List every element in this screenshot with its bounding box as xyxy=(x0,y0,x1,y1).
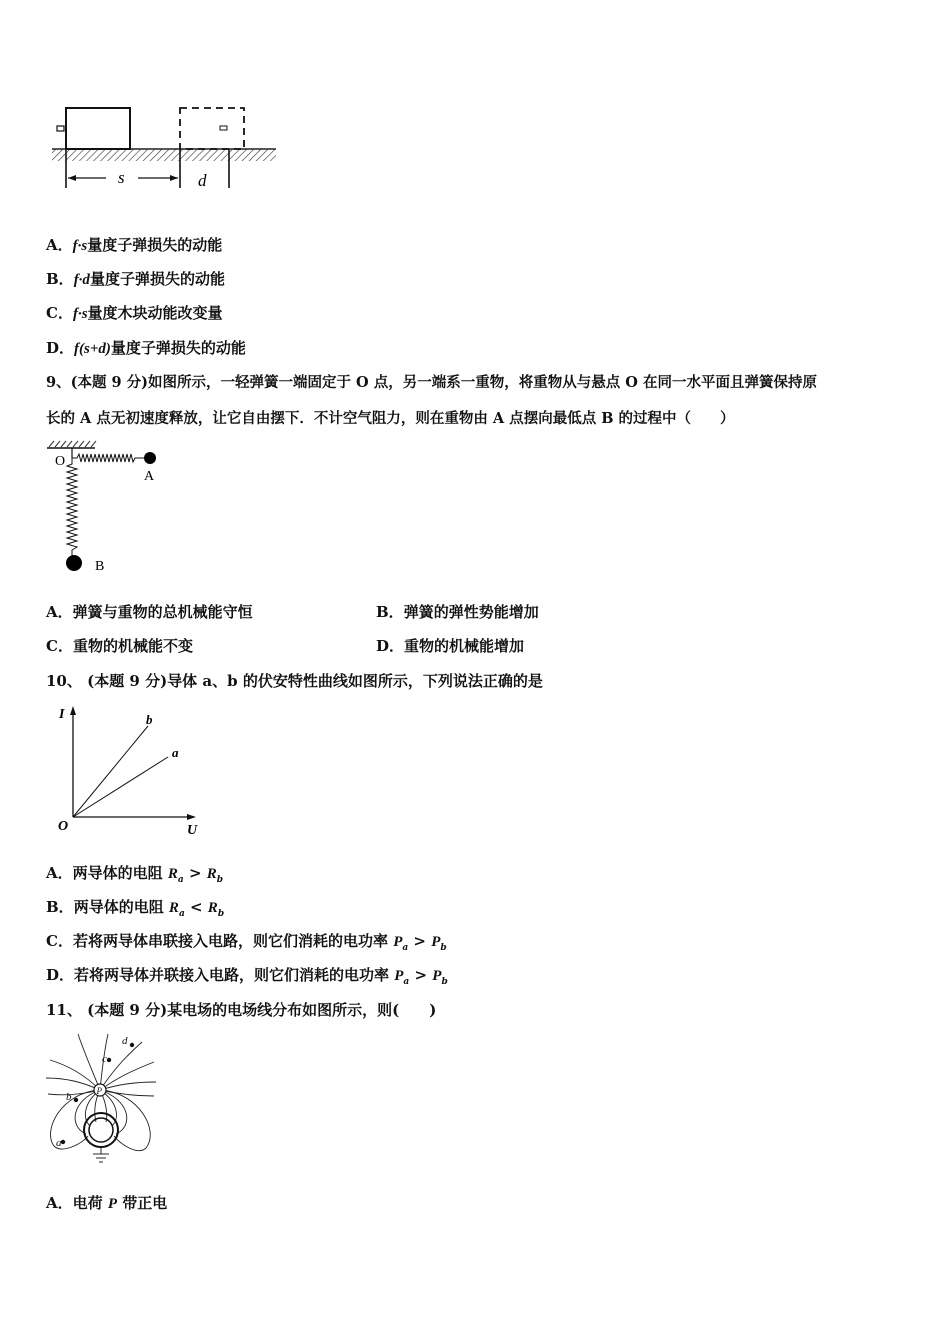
label-b: b xyxy=(66,1091,72,1103)
label-p: P xyxy=(96,1086,102,1096)
weight-a xyxy=(144,452,156,464)
q9-option-d: D．重物的机械能增加 xyxy=(376,637,525,655)
line-b xyxy=(73,726,148,817)
q9-stem-line1: 9、(本题 9 分)如图所示，一轻弹簧一端固定于 O 点，另一端系一重物，将重物从与悬点 O 在同一水平面且弹簧保持原 xyxy=(46,374,817,391)
wood-block xyxy=(66,108,130,149)
q10-option-c: C．若将两导体串联接入电路，则它们消耗的电功率 $P_a > P_b$ xyxy=(46,932,447,953)
q9-option-b: B．弹簧的弹性势能增加 xyxy=(376,603,539,621)
q8-option-a: A．f·s量度子弹损失的动能 xyxy=(46,236,223,254)
q9-stem-line2: 长的 A 点无初速度释放，让它自由摆下．不计空气阻力，则在重物由 A 点摆向最低点 B 的过程中（ ） xyxy=(46,410,735,427)
label-a: a xyxy=(56,1137,62,1149)
label-d: d xyxy=(122,1035,128,1047)
q9-option-a: A．弹簧与重物的总机械能守恒 xyxy=(46,603,253,621)
q11-option-a: A．电荷 P 带正电 xyxy=(46,1194,168,1212)
bullet-in-block-icon xyxy=(220,126,227,130)
block-dashed-outline xyxy=(180,108,244,149)
q10-option-d: D．若将两导体并联接入电路，则它们消耗的电功率 $P_a > P_b$ xyxy=(46,966,448,987)
label-c: c xyxy=(102,1053,107,1065)
spring-pendulum-figure xyxy=(45,438,175,578)
label-o: O xyxy=(55,454,66,469)
ground-hatch xyxy=(52,149,276,161)
q11-stem: 11、 (本题 9 分)某电场的电场线分布如图所示，则( ) xyxy=(46,1001,437,1019)
label-line-a: a xyxy=(172,745,179,760)
label-d: d xyxy=(198,171,207,190)
spring-vertical xyxy=(67,458,77,556)
axis-i-label: I xyxy=(59,707,65,722)
q8-option-d: D．f(s+d)量度子弹损失的动能 xyxy=(46,339,246,357)
axis-u-label: U xyxy=(187,823,198,838)
weight-b xyxy=(66,555,82,571)
spring-horizontal xyxy=(72,454,149,462)
label-a: A xyxy=(144,469,155,484)
q10-stem: 10、 (本题 9 分)导体 a、b 的伏安特性曲线如图所示，下列说法正确的是 xyxy=(46,672,543,690)
q10-option-a: A．两导体的电阻 $R_a > R_b$ xyxy=(46,864,224,885)
label-line-b: b xyxy=(146,712,153,727)
label-b: B xyxy=(95,559,105,574)
label-s: s xyxy=(118,168,125,187)
line-a xyxy=(73,757,168,817)
q10-option-b: B．两导体的电阻 $R_a < R_b$ xyxy=(46,898,225,919)
bullet-icon xyxy=(57,126,64,131)
origin-label: O xyxy=(58,819,69,834)
q8-option-c: C．f·s量度木块动能改变量 xyxy=(46,304,223,322)
iu-graph-figure xyxy=(55,700,205,840)
block-bullet-figure xyxy=(48,100,283,195)
electric-field-figure xyxy=(42,1030,162,1170)
q9-option-c: C．重物的机械能不变 xyxy=(46,637,193,655)
q8-option-b: B．f·d量度子弹损失的动能 xyxy=(46,270,225,288)
